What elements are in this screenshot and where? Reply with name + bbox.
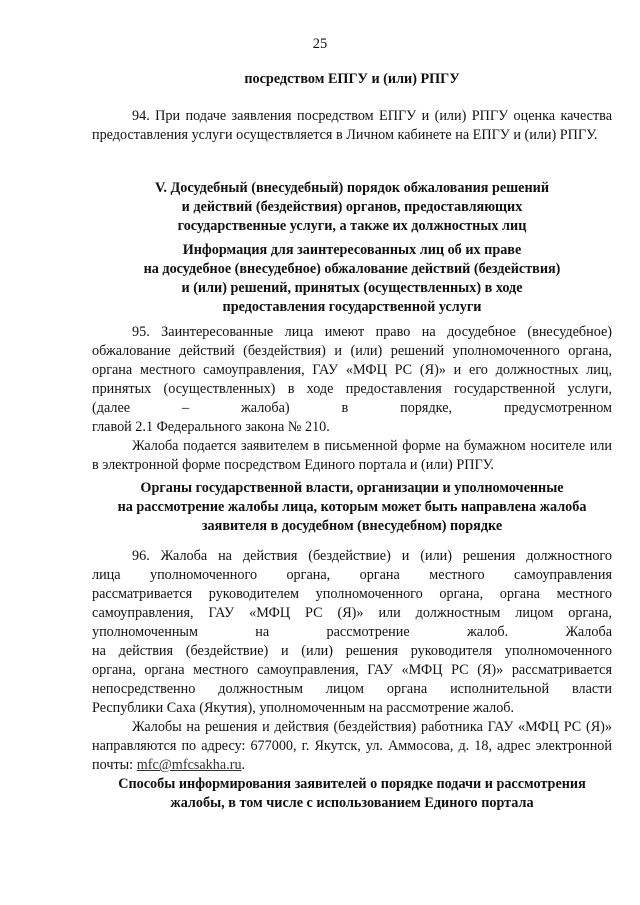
paragraph-96-line-7: органа, органа местного самоуправления, ГАУ «МФЦ РС (Я)» рассматривается [92,662,612,678]
methods-heading [92,775,612,813]
paragraph-95-line-6: главой 2.1 Федерального закона № 210. [92,419,330,435]
mfc-address-text: Жалобы на решения и действия (бездействия) работника ГАУ «МФЦ РС (Я)» направляются по адресу: 677000, г. Якутск, ул. Аммосова, д. 18, адрес электронной почты: [92,719,612,773]
page-number: 25 [312,36,328,52]
paragraph-96 [92,547,612,718]
paragraph-94: 94. При подаче заявления посредством ЕПГУ и (или) РПГУ оценка качества предоставления услуги осуществляется в Личном кабинете на ЕПГУ и (или) РПГУ. [92,108,612,143]
section-heading-epgu: посредством ЕПГУ и (или) РПГУ [244,71,460,87]
info-heading [92,241,612,317]
methods-heading-line-1: Способы информирования заявителей о порядке подачи и рассмотрения [118,776,586,792]
info-heading-line-4: предоставления государственной услуги [222,299,482,315]
bodies-heading-line-3: заявителя в досудебном (внесудебном) порядке [201,518,503,534]
email-link[interactable]: mfc@mfcsakha.ru [136,757,242,773]
paragraph-95-line-5: (далее – жалоба) в порядке, предусмотренном [92,400,612,416]
section-v-heading-line-3: государственные услуги, а также их должностных лиц [177,218,527,234]
bodies-heading [92,479,612,536]
paragraph-96-line-4: самоуправления, ГАУ «МФЦ РС (Я)» или должностным лицом органа, [92,605,612,621]
bodies-heading-line-1: Органы государственной власти, организации и уполномоченные [140,480,564,496]
section-v-heading-line-1: V. Досудебный (внесудебный) порядок обжалования решений [155,180,549,196]
mfc-address-end: . [241,757,246,773]
paragraph-mfc-address [92,718,612,775]
paragraph-complaint-form: Жалоба подается заявителем в письменной форме на бумажном носителе или в электронной форме посредством Единого портала и (или) РПГУ. [92,438,612,473]
paragraph-96-line-5: уполномоченным на рассмотрение жалоб. Жалоба [92,624,612,640]
section-v-heading [92,179,612,236]
paragraph-96-line-6: на действия (бездействие) и (или) решения руководителя уполномоченного [92,643,612,659]
info-heading-line-3: и (или) решений, принятых (осуществленных) в ходе [181,280,523,296]
section-v-heading-line-2: и действий (бездействия) органов, предоставляющих [181,199,523,215]
methods-heading-line-2: жалобы, в том числе с использованием Единого портала [170,795,534,811]
paragraph-96-line-9: Республики Саха (Якутия), уполномоченным на рассмотрение жалоб. [92,700,515,716]
paragraph-95-line-1: 95. Заинтересованные лица имеют право на досудебное (внесудебное) [132,324,612,340]
paragraph-96-line-1: 96. Жалоба на действия (бездействие) и (или) решения должностного [132,548,612,564]
info-heading-line-1: Информация для заинтересованных лиц об их праве [182,242,522,258]
paragraph-95-line-2: обжалование действий (бездействия) и (или) решений уполномоченного органа, [92,343,612,359]
paragraph-95-line-3: органа местного самоуправления, ГАУ «МФЦ РС (Я)» и его должностных лиц, [92,362,612,378]
bodies-heading-line-2: на рассмотрение жалобы лица, которым может быть направлена жалоба [117,499,587,515]
paragraph-95 [92,323,612,437]
paragraph-95-line-4: принятых (осуществленных) в ходе предоставления государственной услуги, [92,381,612,397]
paragraph-96-line-2: лица уполномоченного органа, органа местного самоуправления [92,567,612,583]
paragraph-96-line-8: непосредственно должностным лицом органа исполнительной власти [92,681,612,697]
paragraph-96-line-3: рассматривается руководителем уполномоченного органа, органа местного [92,586,612,602]
info-heading-line-2: на досудебное (внесудебное) обжалование действий (бездействия) [143,261,561,277]
